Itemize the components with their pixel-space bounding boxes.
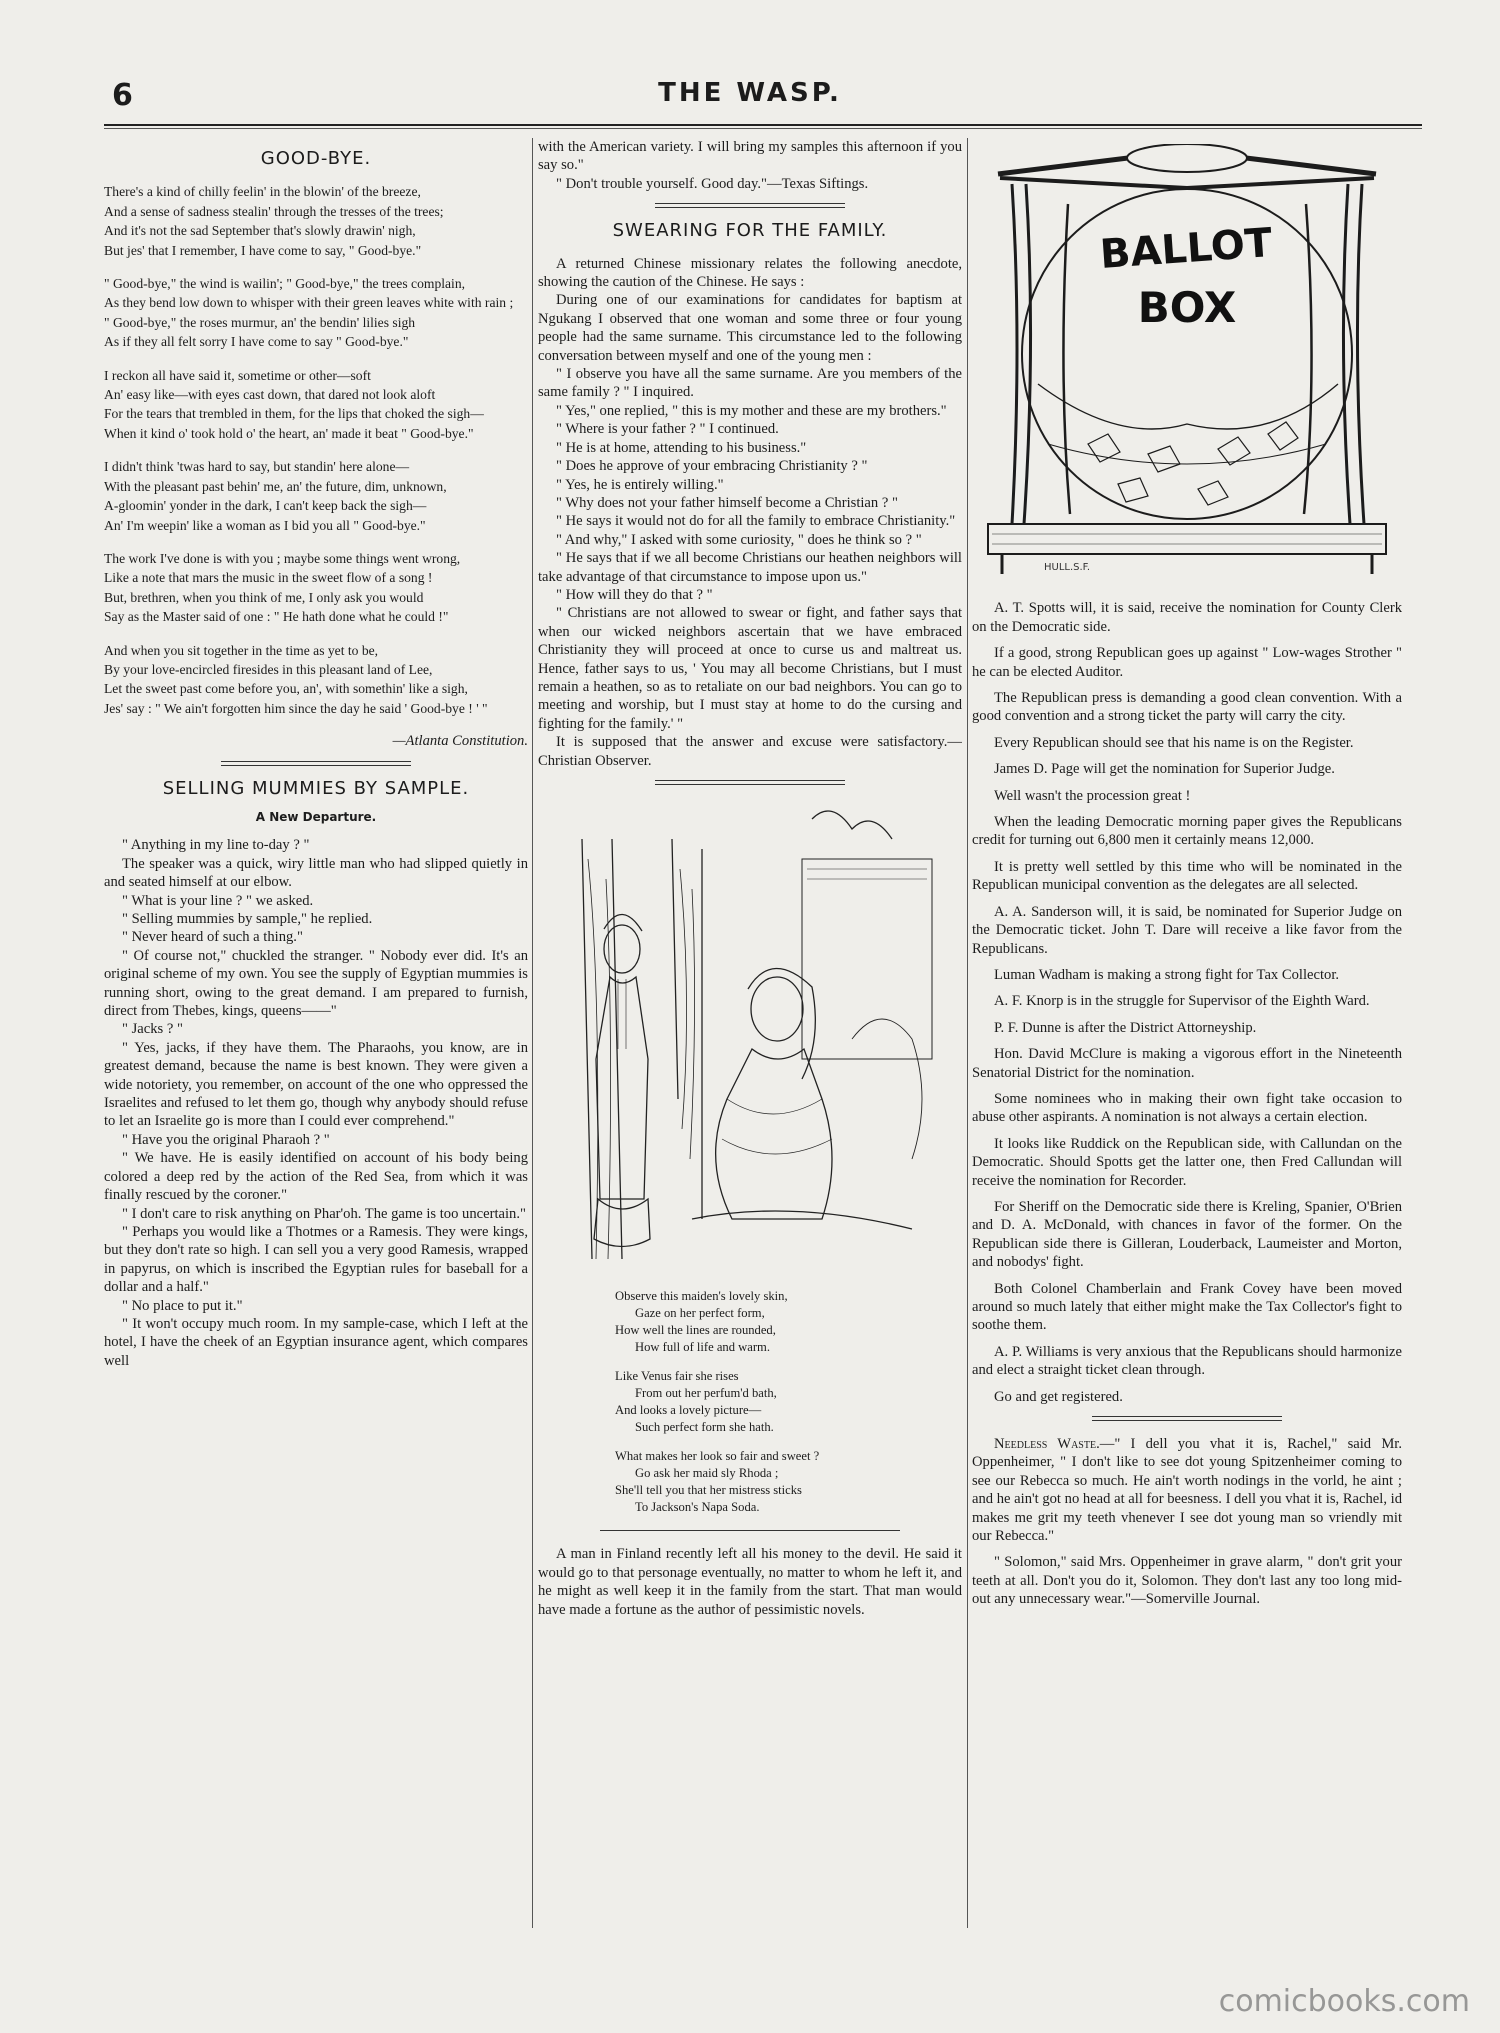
poem-stanza: [104, 457, 528, 535]
separator-rule: [655, 203, 845, 208]
news-item: It is pretty well settled by this time who will be nominated in the Republican municipal convention as the delegates are all selected.: [972, 858, 1402, 894]
news-item: Luman Wadham is making a strong fight for Tax Collector.: [994, 966, 1340, 983]
watermark: comicbooks.com: [1218, 1984, 1470, 2019]
article-paragraph: " Perhaps you would like a Thotmes or a Ramesis. They were kings, but they don't rate so high. I can sell you a very good Ramesis, wrapped in papyrus, on which is inscribed the Egyptian rules for baseball for a dollar and a half.": [104, 1223, 528, 1296]
news-item: Go and get registered.: [994, 1388, 1123, 1405]
poem-line: An' I'm weepin' like a woman as I bid you all " Good-bye.": [104, 517, 426, 533]
article-paragraph: " Does he approve of your embracing Christianity ? ": [556, 458, 868, 475]
separator-rule: [1092, 1416, 1282, 1421]
swearing-title: SWEARING FOR THE FAMILY.: [612, 220, 888, 242]
news-item: Both Colonel Chamberlain and Frank Covey have been moved around so much lately that either might make the Tax Collector's fight to soothe them.: [972, 1280, 1402, 1334]
news-item: Every Republican should see that his name is on the Register.: [994, 734, 1354, 751]
goodbye-poem: [104, 182, 528, 718]
poem-line: But jes' that I remember, I have come to say, " Good-bye.": [104, 242, 422, 258]
ballot-label-bottom: BOX: [1137, 283, 1237, 332]
article-paragraph: " Anything in my line to-day ? ": [122, 837, 310, 854]
article-paragraph: " Yes, jacks, if they have them. The Pharaohs, you know, are in greatest demand, because the name is best known. They were given a wide notoriety, you remember, on account of the one who oppressed the Israelites and refused to let them go, though why anybody should refuse to let an Israelite go is more than I could ever comprehend.": [104, 1039, 528, 1130]
news-item: A. T. Spotts will, it is said, receive the nomination for County Clerk on the Democratic side.: [972, 600, 1402, 635]
poem-line: An' easy like—with eyes cast down, that dared not look aloft: [104, 387, 436, 403]
poem-line: There's a kind of chilly feelin' in the blowin' of the breeze,: [104, 184, 421, 200]
article-paragraph: " Never heard of such a thing.": [122, 929, 303, 946]
poem-line: When it kind o' took hold o' the heart, an' made it beat " Good-bye.": [104, 425, 474, 441]
caption-stanza: [615, 1448, 885, 1516]
article-paragraph: " Don't trouble yourself. Good day."—Texas Siftings.: [556, 175, 869, 192]
news-item: James D. Page will get the nomination for Superior Judge.: [994, 761, 1335, 778]
needless-waste-item: [972, 1435, 1402, 1609]
article-paragraph: " Why does not your father himself become a Christian ? ": [556, 494, 898, 511]
poem-line: A-gloomin' yonder in the dark, I can't keep back the sigh—: [104, 498, 427, 514]
poem-line: But, brethren, when you think of me, I only ask you would: [104, 589, 424, 605]
needless-waste-text: —" I dell you vhat it is, Rachel," said Mr. Oppenheimer, " I don't like to see dot young Spitzenheimer coming to see our Rebecca so much. He ain't worth nodings in the vorld, he aint ; and he ain't got no head at all for beesness. I dell you vhat it is, Rachel, id makes me grit my teeth vhenever I see dot young man so vriendly mit our Rebecca.": [972, 1436, 1402, 1545]
news-item: Some nominees who in making their own fight take occasion to abuse other aspirants. A nomination is not always a certain election.: [972, 1090, 1402, 1126]
article-paragraph: The speaker was a quick, wiry little man who had slipped quietly in and seated himself at our elbow.: [104, 855, 528, 891]
page-number: 6: [112, 78, 133, 113]
column-divider: [532, 138, 533, 1928]
header-rule: [104, 124, 1422, 129]
news-item: Hon. David McClure is making a vigorous effort in the Nineteenth Senatorial District for the nomination.: [972, 1046, 1402, 1081]
column-1: [104, 138, 528, 1928]
ballot-label-top: BALLOT: [1098, 220, 1274, 278]
poem-line: And a sense of sadness stealin' through the tresses of the trees;: [104, 203, 444, 219]
poem-line: With the pleasant past behin' me, an' the future, dim, unknown,: [104, 478, 447, 494]
ballot-box-cartoon: [978, 144, 1396, 589]
finland-item: [538, 1545, 962, 1619]
column-divider: [967, 138, 968, 1928]
swearing-article: [538, 255, 962, 770]
caption-line: She'll tell you that her mistress sticks: [615, 1483, 802, 1498]
caption-line: How full of life and warm.: [635, 1340, 770, 1355]
news-item: Well wasn't the procession great !: [994, 787, 1191, 804]
article-paragraph: " He says it would not do for all the family to embrace Christianity.": [556, 513, 956, 530]
political-notes: [972, 599, 1402, 1406]
poem-line: By your love-encircled firesides in this pleasant land of Lee,: [104, 661, 433, 677]
article-paragraph: " It won't occupy much room. In my sample-case, which I left at the hotel, I have the cheek of an Egyptian insurance agent, which compares well: [104, 1315, 528, 1369]
poem-line: I reckon all have said it, sometime or other—soft: [104, 367, 371, 383]
column-3: [972, 138, 1402, 1928]
poem-line: " Good-bye," the roses murmur, an' the bendin' lilies sigh: [104, 314, 416, 330]
article-paragraph: " He says that if we all become Christians our heathen neighbors will take advantage of that circumstance to impose upon us.": [538, 550, 962, 585]
article-paragraph: " Have you the original Pharaoh ? ": [122, 1131, 330, 1148]
needless-waste-text-2: " Solomon," said Mrs. Oppenheimer in grave alarm, " don't grit your teeth at all. Don't you do it, Solomon. They don't last any too long mid-out any unnecessary wear."—Somerville Journal.: [972, 1554, 1402, 1608]
maiden-bath-drawing: [552, 799, 948, 1269]
article-paragraph: with the American variety. I will bring my samples this afternoon if you say so.": [538, 139, 962, 174]
article-paragraph: A returned Chinese missionary relates the following anecdote, showing the caution of the Chinese. He says :: [538, 255, 962, 291]
news-item: When the leading Democratic morning paper gives the Republicans credit for turning out 6,800 men it certainly means 12,000.: [972, 814, 1402, 849]
poem-stanza: [104, 366, 528, 444]
poem-line: And when you sit together in the time as yet to be,: [104, 642, 379, 658]
news-item: If a good, strong Republican goes up against " Low-wages Strother " he can be elected Auditor.: [972, 645, 1402, 680]
article-paragraph: " No place to put it.": [122, 1297, 243, 1314]
article-paragraph: It is supposed that the answer and excuse were satisfactory.—Christian Observer.: [538, 734, 962, 769]
separator-rule: [655, 780, 845, 785]
news-item: It looks like Ruddick on the Republican side, with Callundan on the Democratic. Should Spotts get the latter one, then Fred Callundan will receive the nomination for Recorder.: [972, 1135, 1402, 1189]
masthead-title: THE WASP.: [658, 78, 842, 108]
caption-rule: [600, 1530, 900, 1531]
ballot-box-drawing: [978, 144, 1396, 584]
goodbye-credit: —Atlanta Constitution.: [392, 733, 528, 750]
news-item: For Sheriff on the Democratic side there is Kreling, Spanier, O'Brien and D. A. McDonald, with chances in favor of the former. On the Republican side there is Gilleran, Louderback, Laumeister and Morton, and nobodys' fight.: [972, 1198, 1402, 1271]
poem-line: Say as the Master said of one : " He hath done what he could !": [104, 609, 449, 625]
article-paragraph: " Of course not," chuckled the stranger. " Nobody ever did. It's an original scheme of my own. You see the supply of Egyptian mummies is running short, owing to the great demand. I am prepared to furnish, direct from Thebes, kings, queens——": [104, 947, 528, 1020]
news-item: A. A. Sanderson will, it is said, be nominated for Superior Judge on the Democratic ticket. John T. Dare will receive a like favor from the Republicans.: [972, 903, 1402, 957]
article-paragraph: " Yes, he is entirely willing.": [556, 476, 724, 493]
needless-waste-lead: Needless Waste.: [994, 1436, 1100, 1453]
article-paragraph: " Where is your father ? " I continued.: [556, 421, 779, 438]
poem-stanza: [104, 182, 528, 260]
article-paragraph: " Christians are not allowed to swear or fight, and father says that when our wicked neighbors ascertain that we have embraced Christianity they will proceed at once to curse us and maltreat us. Hence, father says to us, ' You may all become Christians, but I must remain a heathen, so as to retaliate on our bad neighbors. You can go to meeting and worship, but I must stay at home to do the cursing and fighting for the family.' ": [538, 605, 962, 732]
caption-line: Go ask her maid sly Rhoda ;: [635, 1466, 779, 1481]
mummies-article: [104, 836, 528, 1370]
news-item: A. F. Knorp is in the struggle for Supervisor of the Eighth Ward.: [994, 993, 1370, 1010]
artist-signature: HULL.S.F.: [1044, 562, 1091, 573]
goodbye-title: GOOD-BYE.: [260, 148, 372, 169]
article-paragraph: " We have. He is easily identified on account of his body being colored a deep red by the action of the Red Sea, from which it was finally rescued by the coroner.": [104, 1150, 528, 1204]
article-paragraph: " And why," I asked with some curiosity, " does he think so ? ": [556, 531, 922, 548]
poem-line: As if they all felt sorry I have come to say " Good-bye.": [104, 334, 409, 350]
news-item: P. F. Dunne is after the District Attorneyship.: [994, 1019, 1257, 1036]
mummies-subtitle: A New Departure.: [255, 809, 377, 824]
article-paragraph: " How will they do that ? ": [556, 586, 713, 603]
poem-stanza: [104, 274, 528, 352]
article-paragraph: During one of our examinations for candidates for baptism at Ngukang I observed that one woman and some three or four young people had the same surname. This circumstance led to the following conversation between myself and one of the young men :: [538, 292, 962, 364]
poem-line: For the tears that trembled in them, for the lips that choked the sigh—: [104, 406, 484, 422]
article-paragraph: " Jacks ? ": [122, 1021, 183, 1038]
finland-text: A man in Finland recently left all his money to the devil. He said it would go to that personage eventually, no matter to whom he left it, and he might as well keep it in the family from the start. That man would have made a fortune as the author of pessimistic novels.: [538, 1546, 962, 1618]
caption-line: Gaze on her perfect form,: [635, 1306, 765, 1321]
caption-stanza: [615, 1368, 885, 1436]
news-item: The Republican press is demanding a good clean convention. With a good convention and a strong ticket the party will carry the city.: [972, 690, 1402, 725]
caption-line: What makes her look so fair and sweet ?: [615, 1449, 820, 1464]
article-paragraph: " I observe you have all the same surname. Are you members of the same family ? " I inquired.: [538, 366, 962, 401]
article-paragraph: " Selling mummies by sample," he replied.: [122, 911, 373, 927]
caption-line: Like Venus fair she rises: [615, 1369, 739, 1384]
poem-stanza: [104, 549, 528, 627]
mummies-continuation: [538, 138, 962, 193]
column-2: [538, 138, 962, 1928]
article-paragraph: " I don't care to risk anything on Phar'oh. The game is too uncertain.": [122, 1205, 526, 1222]
poem-line: And it's not the sad September that's slowly drawin' nigh,: [104, 223, 416, 239]
article-paragraph: " What is your line ? " we asked.: [122, 892, 314, 909]
article-paragraph: " He is at home, attending to his business.": [556, 439, 807, 456]
caption-line: To Jackson's Napa Soda.: [635, 1500, 760, 1515]
news-item: A. P. Williams is very anxious that the Republicans should harmonize and elect a straight ticket clean through.: [972, 1343, 1402, 1379]
separator-rule: [221, 761, 411, 766]
caption-stanza: [615, 1288, 885, 1356]
caption-line: From out her perfum'd bath,: [635, 1386, 777, 1401]
caption-line: Observe this maiden's lovely skin,: [615, 1289, 788, 1304]
caption-line: And looks a lovely picture—: [615, 1403, 762, 1418]
poem-line: " Good-bye," the wind is wailin'; " Good-bye," the trees complain,: [104, 276, 466, 292]
illustration-caption: [615, 1288, 885, 1516]
poem-stanza: [104, 641, 528, 719]
poem-line: The work I've done is with you ; maybe some things went wrong,: [104, 550, 461, 566]
poem-line: I didn't think 'twas hard to say, but standin' here alone—: [104, 459, 410, 475]
caption-line: How well the lines are rounded,: [615, 1323, 776, 1338]
poem-line: Let the sweet past come before you, an', with somethin' like a sigh,: [104, 681, 468, 697]
poem-line: Like a note that mars the music in the sweet flow of a song !: [104, 570, 433, 586]
article-paragraph: " Yes," one replied, " this is my mother and these are my brothers.": [556, 402, 947, 419]
bath-illustration: [552, 799, 948, 1274]
mummies-title: SELLING MUMMIES BY SAMPLE.: [162, 777, 470, 799]
poem-line: Jes' say : " We ain't forgotten him since the day he said ' Good-bye ! ' ": [104, 700, 488, 716]
caption-line: Such perfect form she hath.: [635, 1420, 774, 1435]
poem-line: As they bend low down to whisper with their green leaves white with rain ;: [104, 295, 514, 311]
